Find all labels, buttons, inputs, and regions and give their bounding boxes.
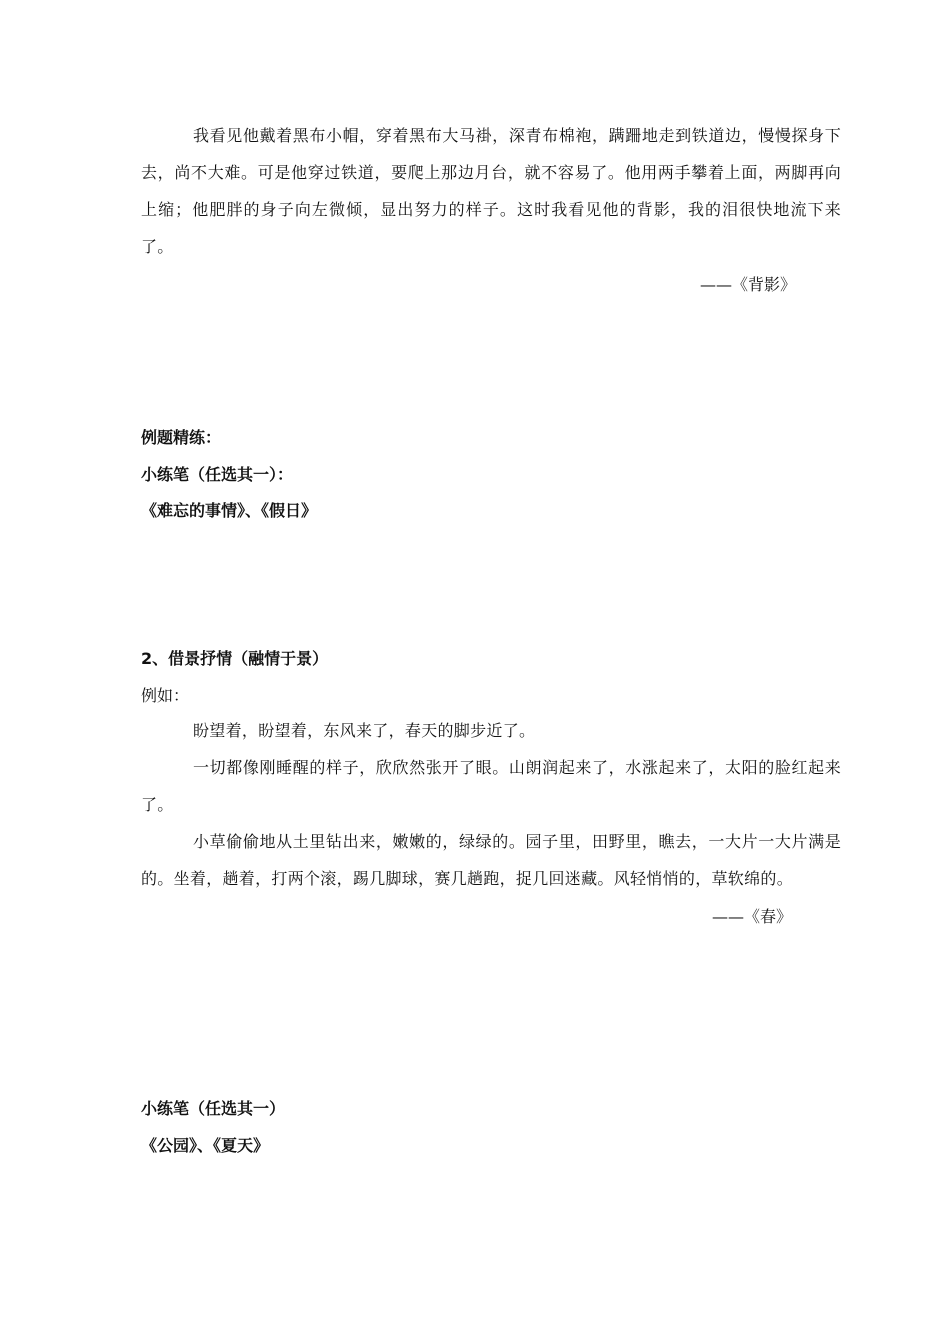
passage-text: 我看见他戴着黑布小帽，穿着黑布大马褂，深青布棉袍，蹒跚地走到铁道边，慢慢探身下去，尚不大难。可是他穿过铁道，要爬上那边月台，就不容易了。他用两手攀着上面，两脚再向上缩；他肥胖的身子向左微倾，显出努力的样子。这时我看见他的背影，我的泪很快地流下来了。 [141, 126, 841, 256]
exercise2-task: 小练笔（任选其一） [141, 1099, 286, 1118]
citation-chun: ——《春》 [712, 907, 793, 926]
exercise-heading: 例题精练： [141, 428, 222, 447]
exercise-task: 小练笔（任选其一）： [141, 465, 294, 484]
exercise-topics: 《难忘的事情》、《假日》 [141, 501, 318, 520]
citation-beiying: ——《背影》 [700, 275, 797, 294]
passage-chun [141, 712, 841, 897]
passage-beiying [141, 117, 841, 265]
passage-line: 小草偷偷地从土里钻出来，嫩嫩的，绿绿的。园子里，田野里，瞧去，一大片一大片满是的。坐着，趟着，打两个滚，踢几脚球，赛几趟跑，捉几回迷藏。风轻悄悄的，草软绵的。 [141, 832, 841, 888]
section-heading: 2、借景抒情（融情于景） [141, 649, 329, 668]
passage-line: 盼望着，盼望着，东风来了，春天的脚步近了。 [193, 721, 536, 740]
example-label: 例如： [141, 686, 190, 705]
passage-line: 一切都像刚睡醒的样子，欣欣然张开了眼。山朗润起来了，水涨起来了，太阳的脸红起来了。 [141, 758, 841, 814]
exercise2-topics: 《公园》、《夏天》 [141, 1136, 270, 1155]
